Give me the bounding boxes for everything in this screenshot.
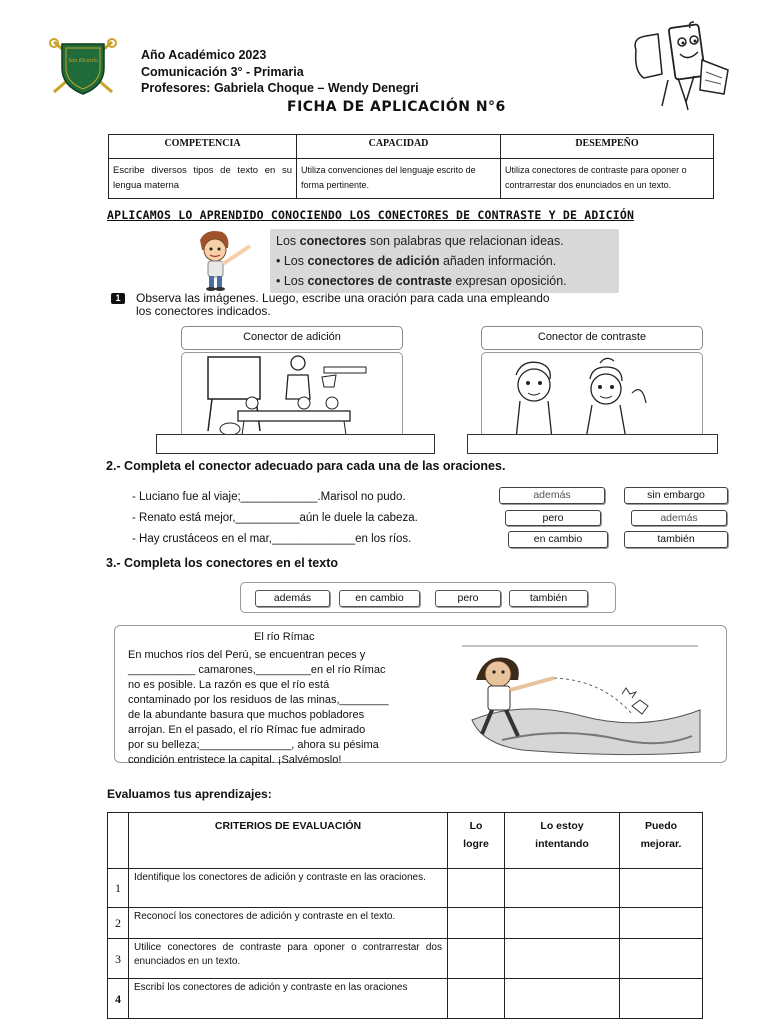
achieved-check-cell[interactable] [448, 939, 505, 979]
word-bank-item[interactable]: pero [435, 590, 501, 607]
criteria-cell: Escribí los conectores de adición y contraste en las oraciones [129, 979, 448, 1019]
teachers-line: Profesores: Gabriela Choque – Wendy Denegri [141, 81, 419, 95]
row-number: 3 [108, 939, 129, 979]
table-row [108, 869, 703, 908]
option-button[interactable]: pero [505, 510, 601, 526]
addition-sentence-answer[interactable] [156, 434, 435, 454]
number-column-header [108, 813, 129, 869]
improve-check-cell[interactable] [620, 908, 703, 939]
story-line: condición entristece la capital. ¡Salvémoslo! [128, 754, 342, 766]
definition-text: añaden información. [439, 254, 557, 268]
improve-check-cell[interactable] [620, 869, 703, 908]
word-bank-item[interactable]: en cambio [339, 590, 420, 607]
classroom-illustration [181, 352, 403, 438]
trying-header [505, 813, 620, 869]
contrast-connector-caption: Conector de contraste [481, 326, 703, 350]
header-text: logre [463, 838, 489, 850]
competency-cell: Escribe diversos tipos de texto en su lengua materna [109, 159, 297, 199]
definition-text: expresan oposición. [451, 274, 567, 288]
definition-keyword: conectores de contraste [307, 274, 452, 288]
boy-river-illustration [462, 640, 718, 758]
story-line: de la abundante basura que muchos pobladores [128, 709, 365, 721]
improve-header [620, 813, 703, 869]
sentence-1: - Luciano fue al viaje;____________.Marisol no pudo. [132, 491, 406, 503]
trying-check-cell[interactable] [505, 869, 620, 908]
achieved-check-cell[interactable] [448, 908, 505, 939]
capacity-header: CAPACIDAD [297, 135, 501, 159]
course-name: Comunicación 3° - Primaria [141, 65, 304, 79]
exercise1-instruction: Observa las imágenes. Luego, escribe una oración para cada una empleando [136, 291, 550, 305]
exercise1-instruction: los conectores indicados. [136, 304, 271, 318]
criteria-cell: Utilice conectores de contraste para oponer o contrarrestar dos enunciados en un texto. [129, 939, 448, 979]
exercise-number-badge: 1 [111, 293, 125, 304]
exercise2-heading: 2.- Completa el conector adecuado para cada una de las oraciones. [106, 459, 506, 473]
trying-check-cell[interactable] [505, 979, 620, 1019]
table-row [108, 908, 703, 939]
capacity-cell: Utiliza convenciones del lenguaje escrito de forma pertinente. [297, 159, 501, 199]
row-number: 2 [108, 908, 129, 939]
header-text: Puedo [644, 820, 678, 832]
children-illustration [481, 352, 703, 438]
sheet-title: FICHA DE APLICACIÓN N°6 [287, 99, 506, 115]
table-row [108, 939, 703, 979]
story-line: contaminado por los residuos de las minas,________ [128, 694, 389, 706]
performance-cell: Utiliza conectores de contraste para oponer o contrarrestar dos enunciados en un texto. [501, 159, 714, 199]
trying-check-cell[interactable] [505, 939, 620, 979]
contrast-sentence-answer[interactable] [467, 434, 718, 454]
story-title: El río Rímac [254, 631, 315, 643]
competency-table [108, 134, 714, 199]
trying-check-cell[interactable] [505, 908, 620, 939]
competency-header: COMPETENCIA [109, 135, 297, 159]
definition-text: Los [276, 234, 300, 248]
definition-text: • Los [276, 254, 308, 268]
word-bank-item[interactable]: además [255, 590, 330, 607]
table-row [108, 979, 703, 1019]
row-number: 1 [108, 869, 129, 908]
addition-connector-caption: Conector de adición [181, 326, 403, 350]
pencil-mascot-illustration [628, 20, 738, 112]
story-line: por su belleza;_______________, ahora su pésima [128, 739, 379, 751]
story-line: arrojan. En el pasado, el río Rímac fue admirado [128, 724, 366, 736]
criteria-cell: Reconocí los conectores de adición y contraste en el texto. [129, 908, 448, 939]
option-button[interactable]: también [624, 531, 728, 548]
sentence-2: - Renato está mejor,__________aún le duele la cabeza. [132, 512, 418, 524]
header-text: Lo estoy [540, 820, 584, 832]
row-number: 4 [108, 979, 129, 1019]
story-line: En muchos ríos del Perú, se encuentran peces y [128, 649, 366, 661]
definition-keyword: conectores de adición [307, 254, 440, 268]
girl-pointing-illustration [188, 226, 258, 292]
header-text: Lo [469, 820, 483, 832]
option-button[interactable]: además [499, 487, 605, 504]
criteria-header: CRITERIOS DE EVALUACIÓN [129, 813, 448, 869]
option-button[interactable]: además [631, 510, 727, 526]
school-logo [48, 38, 118, 96]
achieved-check-cell[interactable] [448, 869, 505, 908]
improve-check-cell[interactable] [620, 939, 703, 979]
header-text: mejorar. [640, 838, 682, 850]
performance-header: DESEMPEÑO [501, 135, 714, 159]
definition-text: • Los [276, 274, 308, 288]
definition-keyword: conectores [299, 234, 367, 248]
story-line: no es posible. La razón es que el río está [128, 679, 330, 691]
achieved-header [448, 813, 505, 869]
section-heading: APLICAMOS LO APRENDIDO CONOCIENDO LOS CONECTORES DE CONTRASTE Y DE ADICIÓN [107, 208, 635, 222]
improve-check-cell[interactable] [620, 979, 703, 1019]
criteria-cell: Identifique los conectores de adición y contraste en las oraciones. [129, 869, 448, 908]
story-line: ___________ camarones,_________en el río Rímac [128, 664, 386, 676]
header-text: intentando [535, 838, 589, 850]
logo-text: San Ricardo [68, 58, 98, 64]
academic-year: Año Académico 2023 [141, 48, 267, 62]
achieved-check-cell[interactable] [448, 979, 505, 1019]
connector-definition-box [270, 229, 619, 293]
addition-definition-line [276, 251, 613, 271]
exercise3-heading: 3.- Completa los conectores en el texto [106, 556, 339, 570]
sentence-3: - Hay crustáceos en el mar,_____________en los ríos. [132, 533, 412, 545]
contrast-definition-line [276, 271, 613, 291]
option-button[interactable]: sin embargo [624, 487, 728, 504]
definition-text: son palabras que relacionan ideas. [366, 234, 564, 248]
word-bank-item[interactable]: también [509, 590, 588, 607]
evaluation-heading: Evaluamos tus aprendizajes: [107, 787, 272, 801]
option-button[interactable]: en cambio [508, 531, 608, 548]
definition-line [276, 231, 613, 251]
evaluation-table [107, 812, 703, 1019]
